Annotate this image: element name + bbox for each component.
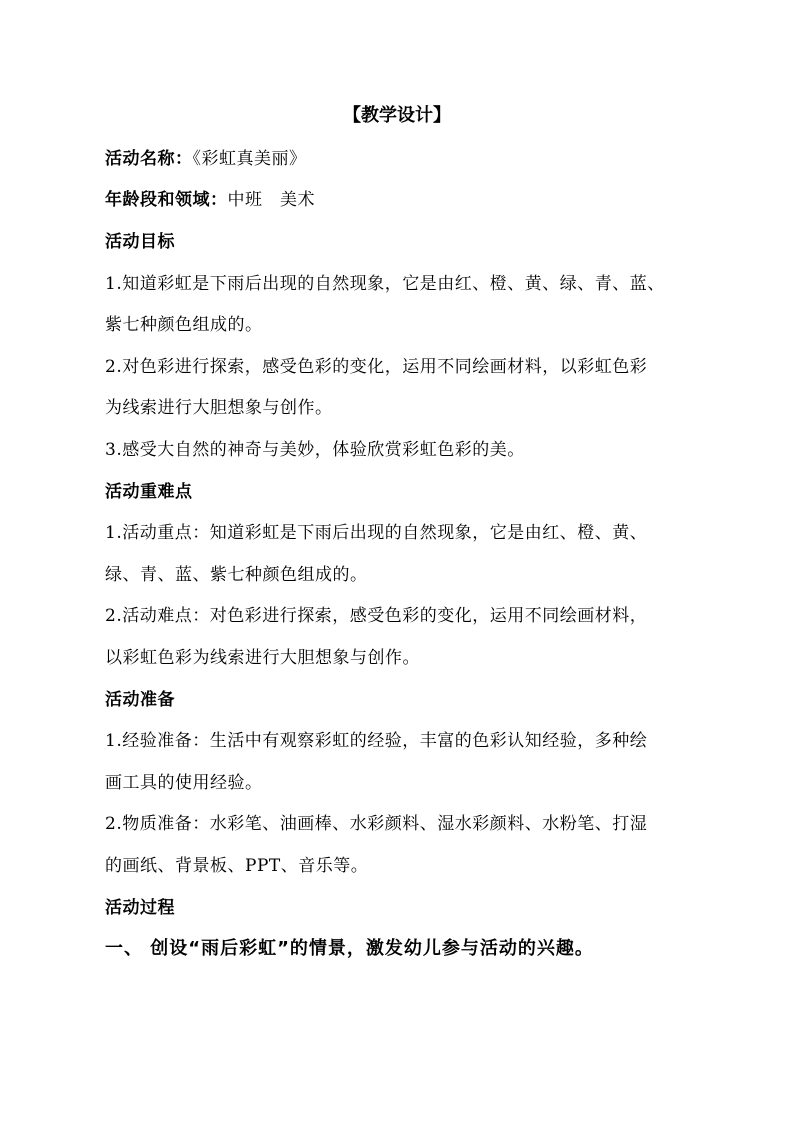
preparation-2-line-1: 2.物质准备：水彩笔、油画棒、水彩颜料、湿水彩颜料、水粉笔、打湿	[105, 814, 648, 834]
key-points-heading: 活动重难点	[105, 482, 193, 502]
process-step-1: 一、 创设“雨后彩虹”的情景，激发幼儿参与活动的兴趣。	[105, 938, 594, 959]
goal-2-line-1: 2.对色彩进行探索，感受色彩的变化，运用不同绘画材料，以彩虹色彩	[105, 357, 648, 377]
goal-1-line-2: 紫七种颜色组成的。	[105, 315, 263, 335]
age-domain-value: 中班 美术	[227, 190, 315, 210]
key-point-2-line-2: 以彩虹色彩为线索进行大胆想象与创作。	[105, 648, 420, 668]
document-title: 【教学设计】	[343, 105, 451, 126]
activity-name-line	[105, 148, 695, 170]
key-point-2-line-1: 2.活动难点：对色彩进行探索，感受色彩的变化，运用不同绘画材料，	[105, 606, 648, 626]
goal-3: 3.感受大自然的神奇与美妙，体验欣赏彩虹色彩的美。	[105, 440, 525, 460]
activity-name-value: 《彩虹真美丽》	[192, 149, 307, 169]
key-point-1-line-2: 绿、青、蓝、紫七种颜色组成的。	[105, 565, 368, 585]
goals-heading: 活动目标	[105, 232, 175, 252]
preparation-heading: 活动准备	[105, 690, 175, 710]
age-domain-line	[105, 189, 695, 211]
preparation-1-line-2: 画工具的使用经验。	[105, 773, 263, 793]
activity-name-label: 活动名称：	[105, 149, 193, 169]
preparation-2-line-2: 的画纸、背景板、PPT、音乐等。	[105, 856, 369, 876]
process-heading: 活动过程	[105, 898, 175, 918]
key-point-1-line-1: 1.活动重点：知道彩虹是下雨后出现的自然现象，它是由红、橙、黄、	[105, 523, 648, 543]
age-domain-label: 年龄段和领域：	[105, 190, 228, 210]
goal-2-line-2: 为线索进行大胆想象与创作。	[105, 398, 333, 418]
preparation-1-line-1: 1.经验准备：生活中有观察彩虹的经验，丰富的色彩认知经验，多种绘	[105, 731, 648, 751]
goal-1-line-1: 1.知道彩虹是下雨后出现的自然现象，它是由红、橙、黄、绿、青、蓝、	[105, 274, 665, 294]
